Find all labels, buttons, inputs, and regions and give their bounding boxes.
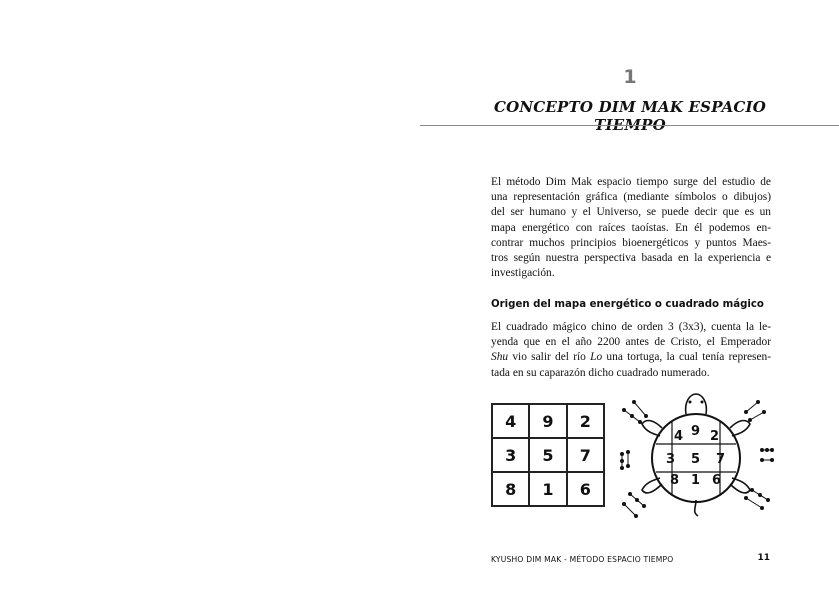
- river-name: Lo: [590, 351, 603, 364]
- text-fragment: vio salir del río: [508, 351, 591, 364]
- paragraph-line: una representación gráfica (mediante símbolos o dibujos): [491, 191, 771, 204]
- lo-shu-turtle-illustration: [612, 388, 777, 520]
- text-fragment: una tortuga, la cual tenía represen-: [602, 351, 771, 364]
- turtle-number: 1: [691, 473, 701, 488]
- magic-square-cell: 9: [529, 404, 566, 438]
- paragraph-line: contrar muchos principios bioenergéticos y puntos Maes-: [491, 236, 771, 249]
- paragraph-line: yenda que en el año 2200 antes de Cristo, el Emperador: [491, 336, 771, 349]
- page-number: 11: [757, 553, 770, 563]
- magic-square-cell: 5: [529, 438, 566, 472]
- turtle-number: 6: [712, 473, 722, 488]
- chapter-title: CONCEPTO DIM MAK ESPACIO TIEMPO: [493, 98, 767, 134]
- magic-square-cell: 3: [492, 438, 529, 472]
- paragraph-line: investigación.: [491, 267, 555, 280]
- magic-square-cell: 8: [492, 472, 529, 506]
- turtle-number: 5: [691, 452, 701, 467]
- turtle-number: 7: [716, 452, 726, 467]
- paragraph-line: El cuadrado mágico chino de orden 3 (3x3), cuenta la le-: [491, 321, 771, 333]
- paragraph-line: El método Dim Mak espacio tiempo surge del estudio de: [491, 176, 771, 188]
- chapter-number: 1: [623, 66, 637, 88]
- paragraph-line: [491, 350, 771, 365]
- running-footer: KYUSHO DIM MAK - MÉTODO ESPACIO TIEMPO: [491, 555, 674, 564]
- magic-square-cell: 4: [492, 404, 529, 438]
- paragraph-line: mapa energético con raíces taoístas. En él podemos en-: [491, 221, 771, 234]
- turtle-number: 4: [674, 429, 684, 444]
- legend-paragraph: [491, 320, 771, 381]
- turtle-number: 2: [710, 429, 720, 444]
- intro-paragraph: [491, 175, 771, 281]
- turtle-number: 8: [670, 473, 680, 488]
- turtle-head: [686, 394, 707, 414]
- paragraph-line: del ser humano y el Universo, se puede decir que es un: [491, 206, 771, 219]
- turtle-number: 9: [691, 424, 701, 439]
- magic-square-cell: 2: [567, 404, 604, 438]
- paragraph-line: tros según nuestra perspectiva basada en la experiencia e: [491, 252, 771, 265]
- magic-square-cell: 1: [529, 472, 566, 506]
- emperor-name: Shu: [491, 351, 509, 364]
- turtle-number: 3: [666, 452, 676, 467]
- magic-square-grid: [491, 403, 605, 507]
- magic-square-cell: 6: [567, 472, 604, 506]
- section-heading: Origen del mapa energético o cuadrado mágico: [491, 299, 764, 310]
- magic-square-cell: 7: [567, 438, 604, 472]
- title-divider: [420, 125, 839, 126]
- paragraph-line: tada en su caparazón dicho cuadrado numerado.: [491, 366, 710, 379]
